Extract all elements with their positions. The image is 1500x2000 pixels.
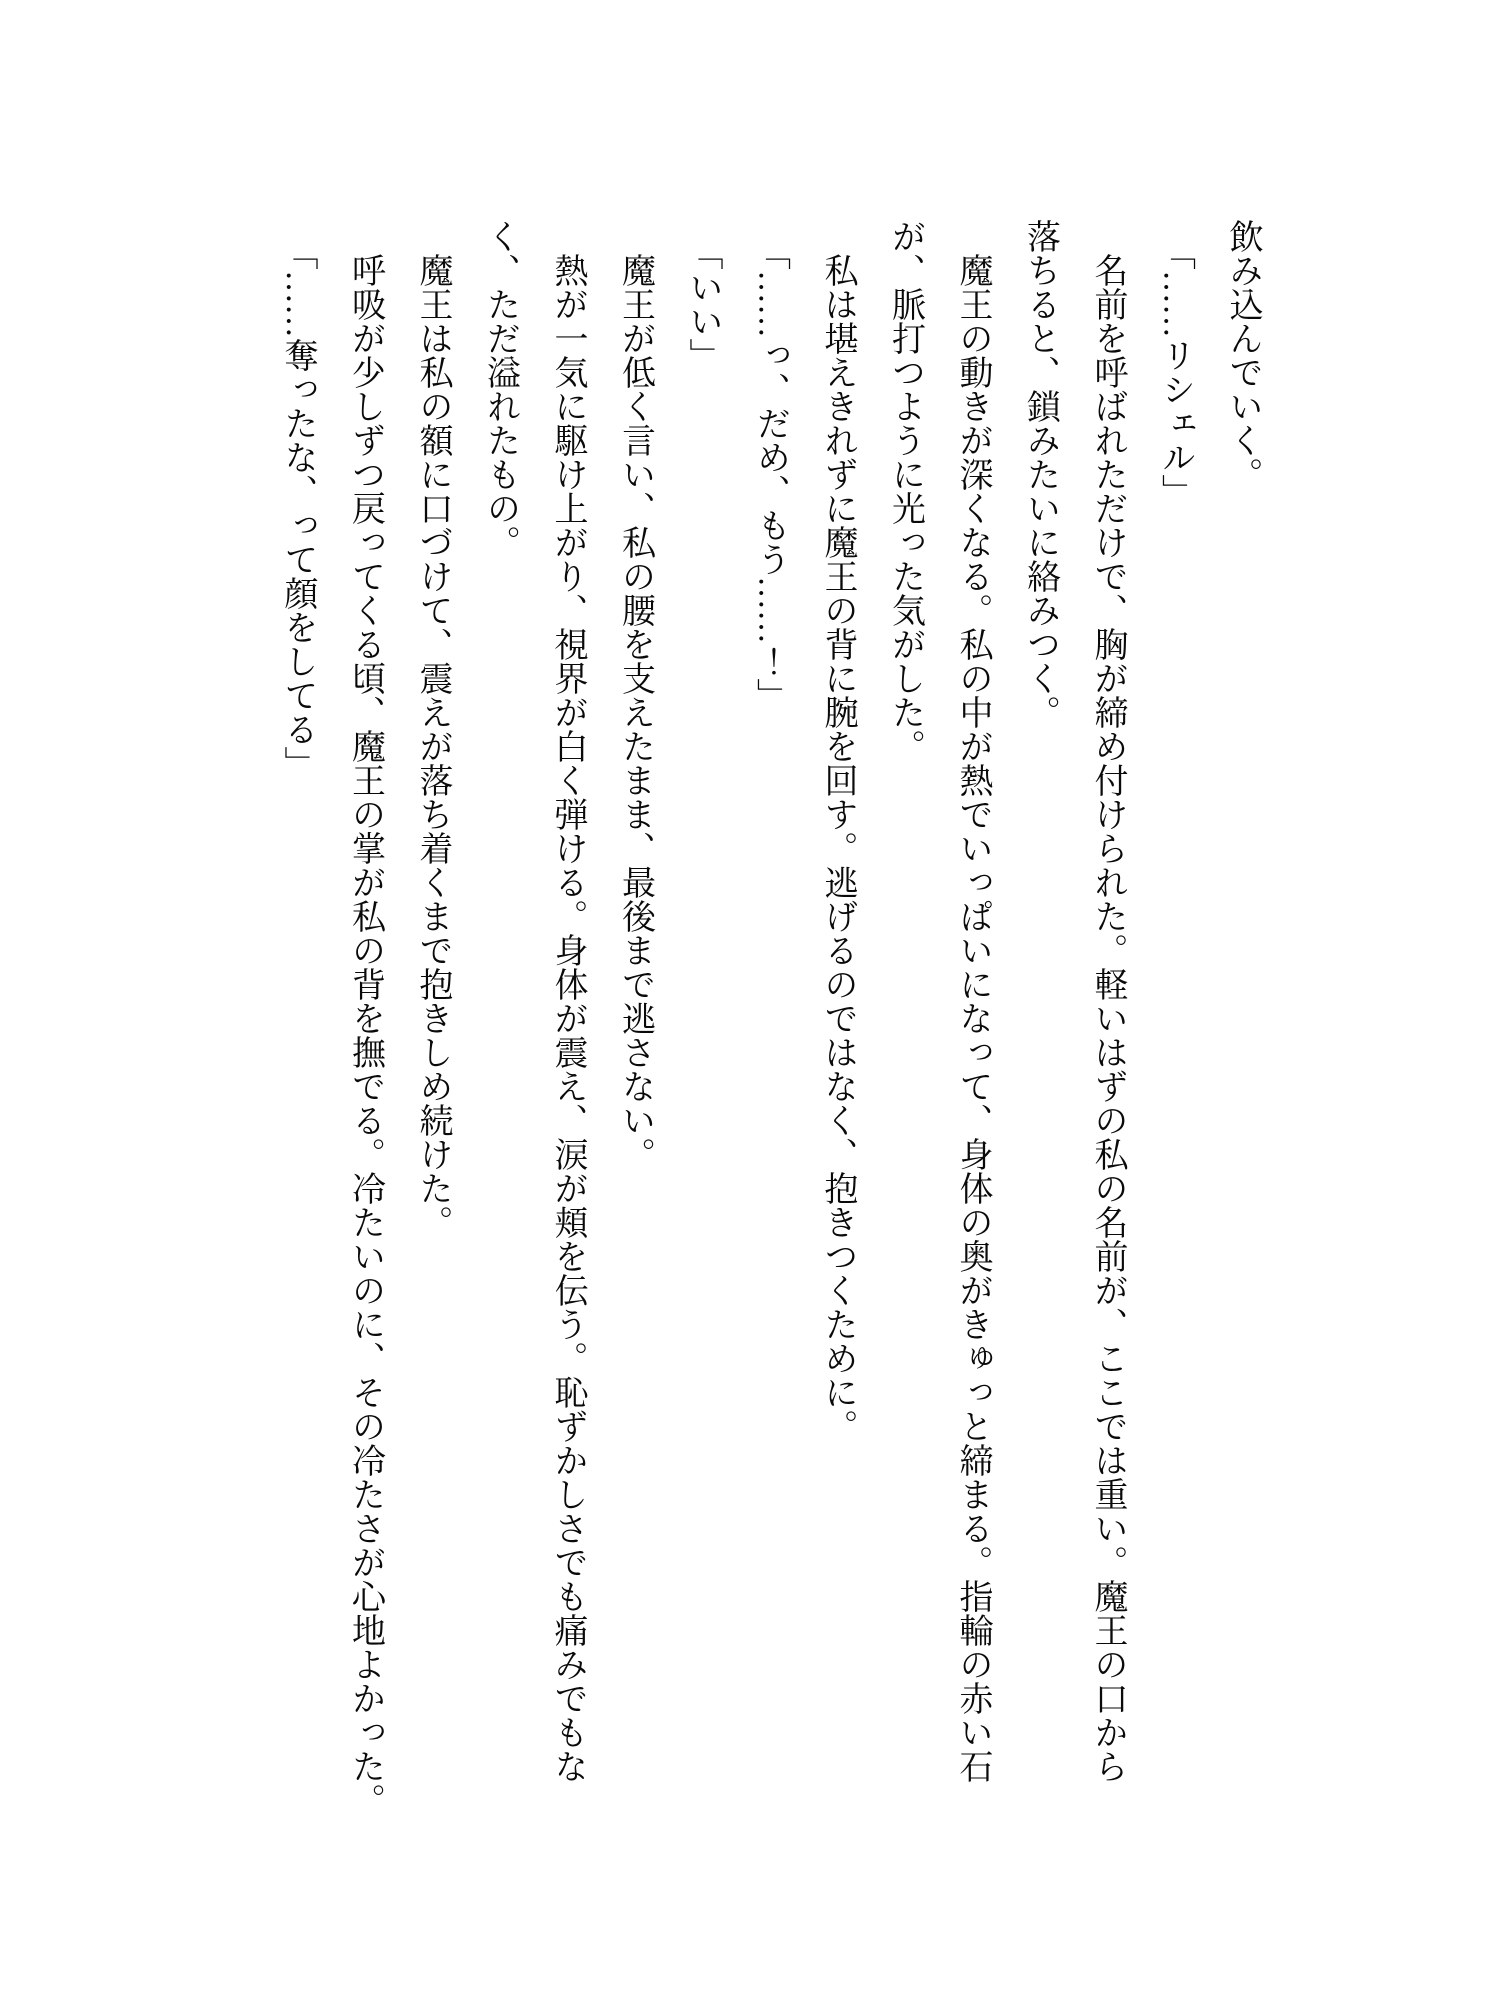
text-line: 「……リシェル」 (1156, 236, 1194, 508)
text-line: 私は堪えきれずに魔王の背に腕を回す。逃げるのではなく、抱きつくために。 (819, 253, 856, 1443)
text-line: 「……っ、だめ、もう……！」 (751, 236, 789, 712)
text-line: 飲み込んでいく。 (1224, 219, 1261, 491)
text-line: 呼吸が少しずつ戻ってくる頃、魔王の掌が私の背を撫でる。冷たいのに、その冷たさが心地よかった。 (346, 253, 384, 1817)
vertical-text-block (264, 219, 1277, 1919)
text-line: 魔王の動きが深くなる。私の中が熱でいっぱいになって、身体の奥がきゅっと締まる。指輪の赤い石 (954, 253, 991, 1783)
text-line: 名前を呼ばれただけで、胸が締め付けられた。軽いはずの私の名前が、ここでは重い。魔王の口から (1089, 253, 1126, 1783)
text-line: が、脈打つように光った気がした。 (886, 219, 924, 763)
text-line: 落ちると、鎖みたいに絡みつく。 (1021, 219, 1059, 729)
text-line: 「いい」 (684, 236, 721, 372)
text-line: 魔王は私の額に口づけて、震えが落ち着くまで抱きしめ続けた。 (414, 253, 451, 1239)
text-line: 魔王が低く言い、私の腰を支えたまま、最後まで逃さない。 (616, 253, 654, 1171)
text-line: く、ただ溢れたもの。 (481, 219, 519, 559)
text-line: 「……奪ったな、って顔をしてる」 (279, 236, 316, 780)
text-line: 熱が一気に駆け上がり、視界が白く弾ける。身体が震え、涙が頬を伝う。恥ずかしさでも痛みでもな (549, 253, 586, 1783)
